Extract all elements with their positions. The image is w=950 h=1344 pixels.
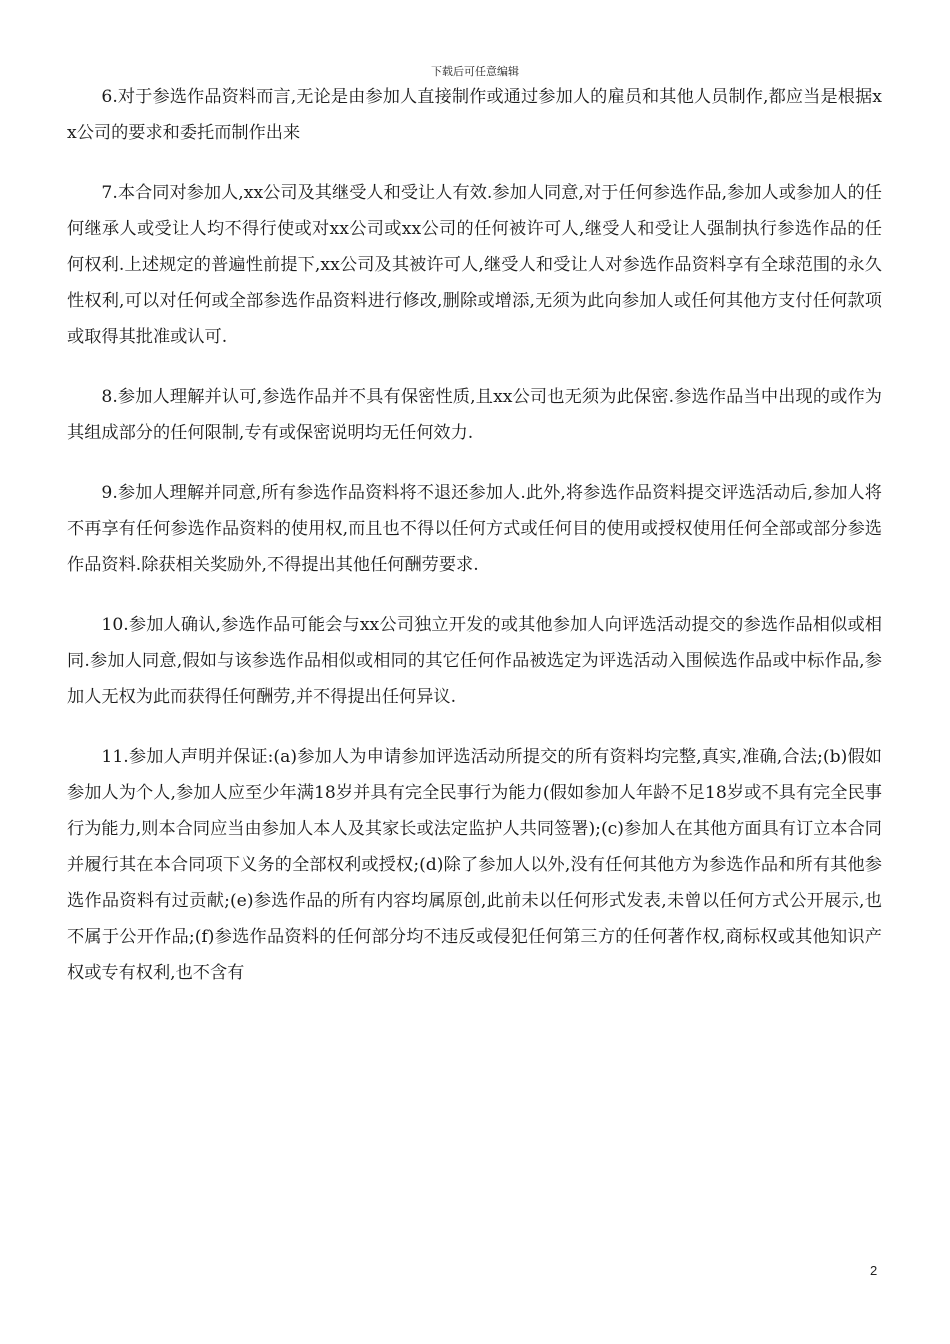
clause-11: 11.参加人声明并保证:(a)参加人为申请参加评选活动所提交的所有资料均完整,真实,准确,合法;(b)假如参加人为个人,参加人应至少年满18岁并具有完全民事行为能力(假如参加人年龄不足18岁或不具有完全民事行为能力,则本合同应当由参加人本人及其家长或法定监护人共同签署);(c)参加人在其他方面具有订立本合同并履行其在本合同项下义务的全部权利或授权;(d)除了参加人以外,没有任何其他方为参选作品和所有其他参选作品资料有过贡献;(e)参选作品的所有内容均属原创,此前未以任何形式发表,未曾以任何方式公开展示,也不属于公开作品;(f)参选作品资料的任何部分均不违反或侵犯任何第三方的任何著作权,商标权或其他知识产权或专有权利,也不含有 (67, 747, 882, 983)
clause-8: 8.参加人理解并认可,参选作品并不具有保密性质,且xx公司也无须为此保密.参选作品当中出现的或作为其组成部分的任何限制,专有或保密说明均无任何效力. (67, 387, 882, 443)
clause-10: 10.参加人确认,参选作品可能会与xx公司独立开发的或其他参加人向评选活动提交的参选作品相似或相同.参加人同意,假如与该参选作品相似或相同的其它任何作品被选定为评选活动入围候选作品或中标作品,参加人无权为此而获得任何酬劳,并不得提出任何异议. (67, 615, 882, 707)
clause-7: 7.本合同对参加人,xx公司及其继受人和受让人有效.参加人同意,对于任何参选作品,参加人或参加人的任何继承人或受让人均不得行使或对xx公司或xx公司的任何被许可人,继受人和受让人强制执行参选作品的任何权利.上述规定的普遍性前提下,xx公司及其被许可人,继受人和受让人对参选作品资料享有全球范围的永久性权利,可以对任何或全部参选作品资料进行修改,删除或增添,无须为此向参加人或任何其他方支付任何款项或取得其批准或认可. (67, 183, 882, 347)
clause-9: 9.参加人理解并同意,所有参选作品资料将不退还参加人.此外,将参选作品资料提交评选活动后,参加人将不再享有任何参选作品资料的使用权,而且也不得以任何方式或任何目的使用或授权使用任何全部或部分参选作品资料.除获相关奖励外,不得提出其他任何酬劳要求. (67, 483, 882, 575)
page-number: 2 (870, 1263, 878, 1278)
document-body (67, 79, 882, 1015)
header-note: 下载后可任意编辑 (431, 65, 519, 78)
clause-6: 6.对于参选作品资料而言,无论是由参加人直接制作或通过参加人的雇员和其他人员制作,都应当是根据xx公司的要求和委托而制作出来 (67, 87, 882, 143)
